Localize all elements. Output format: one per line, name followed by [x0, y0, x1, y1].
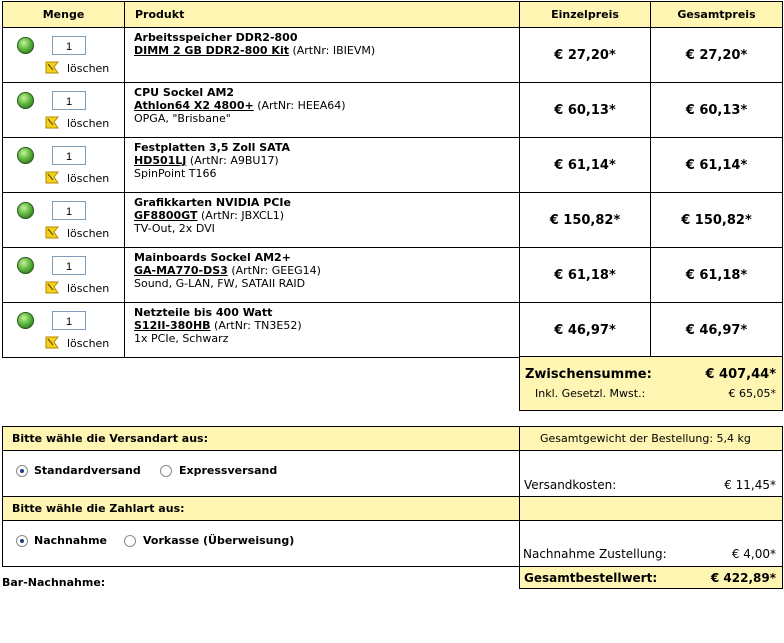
delete-label[interactable]: löschen: [67, 227, 110, 240]
total-label: Gesamtbestellwert:: [524, 571, 658, 585]
radio-nachnahme[interactable]: [16, 535, 28, 547]
product-link[interactable]: Athlon64 X2 4800+: [134, 99, 254, 112]
product-info: [134, 251, 321, 290]
product-link[interactable]: GF8800GT: [134, 209, 198, 222]
availability-icon: [17, 147, 34, 164]
product-artnr: (ArtNr: GEEG14): [231, 264, 321, 277]
product-desc: Sound, G-LAN, FW, SATAII RAID: [134, 277, 306, 290]
quantity-input[interactable]: [52, 91, 86, 110]
total-price: € 46,97*: [685, 322, 748, 338]
product-artnr: (ArtNr: IBIEVM): [292, 44, 376, 57]
payment-fee-value: € 4,00*: [731, 547, 776, 561]
total-price-cell: [650, 302, 783, 358]
unit-price: € 150,82*: [549, 212, 621, 228]
delete-label[interactable]: löschen: [67, 117, 110, 130]
radio-vorkasse[interactable]: [124, 535, 136, 547]
delete-icon[interactable]: [45, 281, 59, 294]
quantity-input[interactable]: [52, 36, 86, 55]
header-gesamtpreis: Gesamtpreis: [650, 1, 783, 28]
payment-title: Bitte wähle die Zahlart aus:: [12, 502, 185, 515]
product-desc: 1x PCIe, Schwarz: [134, 332, 229, 345]
total-price: € 150,82*: [681, 212, 752, 228]
availability-icon: [17, 202, 34, 219]
header-menge: Menge: [2, 1, 125, 28]
product-artnr: (ArtNr: HEEA64): [257, 99, 346, 112]
unit-price-cell: [519, 27, 651, 83]
total-price-cell: [650, 137, 783, 193]
quantity-input[interactable]: [52, 201, 86, 220]
subtotal-box: [519, 356, 783, 411]
product-desc: SpinPoint T166: [134, 167, 217, 180]
product-category: Netzteile bis 400 Watt: [134, 306, 273, 319]
unit-price: € 60,13*: [554, 102, 616, 118]
availability-icon: [17, 92, 34, 109]
product-category: CPU Sockel AM2: [134, 86, 235, 99]
unit-price: € 46,97*: [554, 322, 616, 338]
shipping-title: Bitte wähle die Versandart aus:: [12, 432, 208, 445]
availability-icon: [17, 37, 34, 54]
unit-price-cell: [519, 82, 651, 138]
unit-price: € 27,20*: [554, 47, 616, 63]
subtotal-label: Zwischensumme:: [525, 367, 652, 382]
total-price: € 61,18*: [685, 267, 748, 283]
delete-label[interactable]: löschen: [67, 337, 110, 350]
product-info: [134, 141, 290, 180]
product-info: [134, 86, 346, 125]
total-price: € 61,14*: [685, 157, 748, 173]
total-price-cell: [650, 247, 783, 303]
product-link[interactable]: DIMM 2 GB DDR2-800 Kit: [134, 44, 289, 57]
header-produkt: Produkt: [124, 1, 520, 28]
total-price: € 27,20*: [685, 47, 748, 63]
delete-label[interactable]: löschen: [67, 62, 110, 75]
delete-icon[interactable]: [45, 116, 59, 129]
shipping-weight: Gesamtgewicht der Bestellung: 5,4 kg: [540, 432, 751, 445]
unit-price-cell: [519, 192, 651, 248]
payment-fee-label: Nachnahme Zustellung:: [523, 547, 667, 561]
product-info: [134, 196, 291, 235]
availability-icon: [17, 312, 34, 329]
product-desc: TV-Out, 2x DVI: [134, 222, 215, 235]
availability-icon: [17, 257, 34, 274]
header-einzelpreis: Einzelpreis: [519, 1, 651, 28]
label-expressversand[interactable]: Expressversand: [179, 464, 278, 477]
total-price-cell: [650, 192, 783, 248]
product-category: Mainboards Sockel AM2+: [134, 251, 291, 264]
quantity-input[interactable]: [52, 311, 86, 330]
label-standardversand[interactable]: Standardversand: [34, 464, 141, 477]
product-category: Arbeitsspeicher DDR2-800: [134, 31, 298, 44]
payment-header-right: [519, 496, 783, 521]
total-value: € 422,89*: [710, 571, 776, 585]
product-category: Grafikkarten NVIDIA PCIe: [134, 196, 291, 209]
radio-expressversand[interactable]: [160, 465, 172, 477]
label-nachnahme[interactable]: Nachnahme: [34, 534, 107, 547]
label-vorkasse[interactable]: Vorkasse (Überweisung): [143, 534, 295, 547]
total-price-cell: [650, 82, 783, 138]
product-category: Festplatten 3,5 Zoll SATA: [134, 141, 291, 154]
product-link[interactable]: HD501LJ: [134, 154, 187, 167]
unit-price-cell: [519, 137, 651, 193]
delete-icon[interactable]: [45, 171, 59, 184]
product-artnr: (ArtNr: JBXCL1): [201, 209, 285, 222]
tax-label: Inkl. Gesetzl. Mwst.:: [535, 387, 646, 400]
unit-price-cell: [519, 247, 651, 303]
unit-price: € 61,18*: [554, 267, 616, 283]
delete-icon[interactable]: [45, 61, 59, 74]
quantity-input[interactable]: [52, 256, 86, 275]
tax-value: € 65,05*: [728, 387, 776, 400]
product-desc: OPGA, "Brisbane": [134, 112, 231, 125]
product-link[interactable]: GA-MA770-DS3: [134, 264, 228, 277]
delete-label[interactable]: löschen: [67, 172, 110, 185]
total-price: € 60,13*: [685, 102, 748, 118]
product-link[interactable]: S12II-380HB: [134, 319, 211, 332]
unit-price: € 61,14*: [554, 157, 616, 173]
footer-label: Bar-Nachnahme:: [2, 576, 106, 589]
unit-price-cell: [519, 302, 651, 358]
radio-standardversand[interactable]: [16, 465, 28, 477]
delete-icon[interactable]: [45, 336, 59, 349]
shipping-cost-value: € 11,45*: [724, 478, 776, 492]
product-artnr: (ArtNr: TN3E52): [214, 319, 302, 332]
total-price-cell: [650, 27, 783, 83]
delete-label[interactable]: löschen: [67, 282, 110, 295]
quantity-input[interactable]: [52, 146, 86, 165]
shipping-cost-label: Versandkosten:: [524, 478, 617, 492]
subtotal-value: € 407,44*: [705, 367, 776, 382]
product-info: [134, 306, 302, 345]
product-artnr: (ArtNr: A9BU17): [189, 154, 279, 167]
delete-icon[interactable]: [45, 226, 59, 239]
product-info: [134, 31, 375, 57]
